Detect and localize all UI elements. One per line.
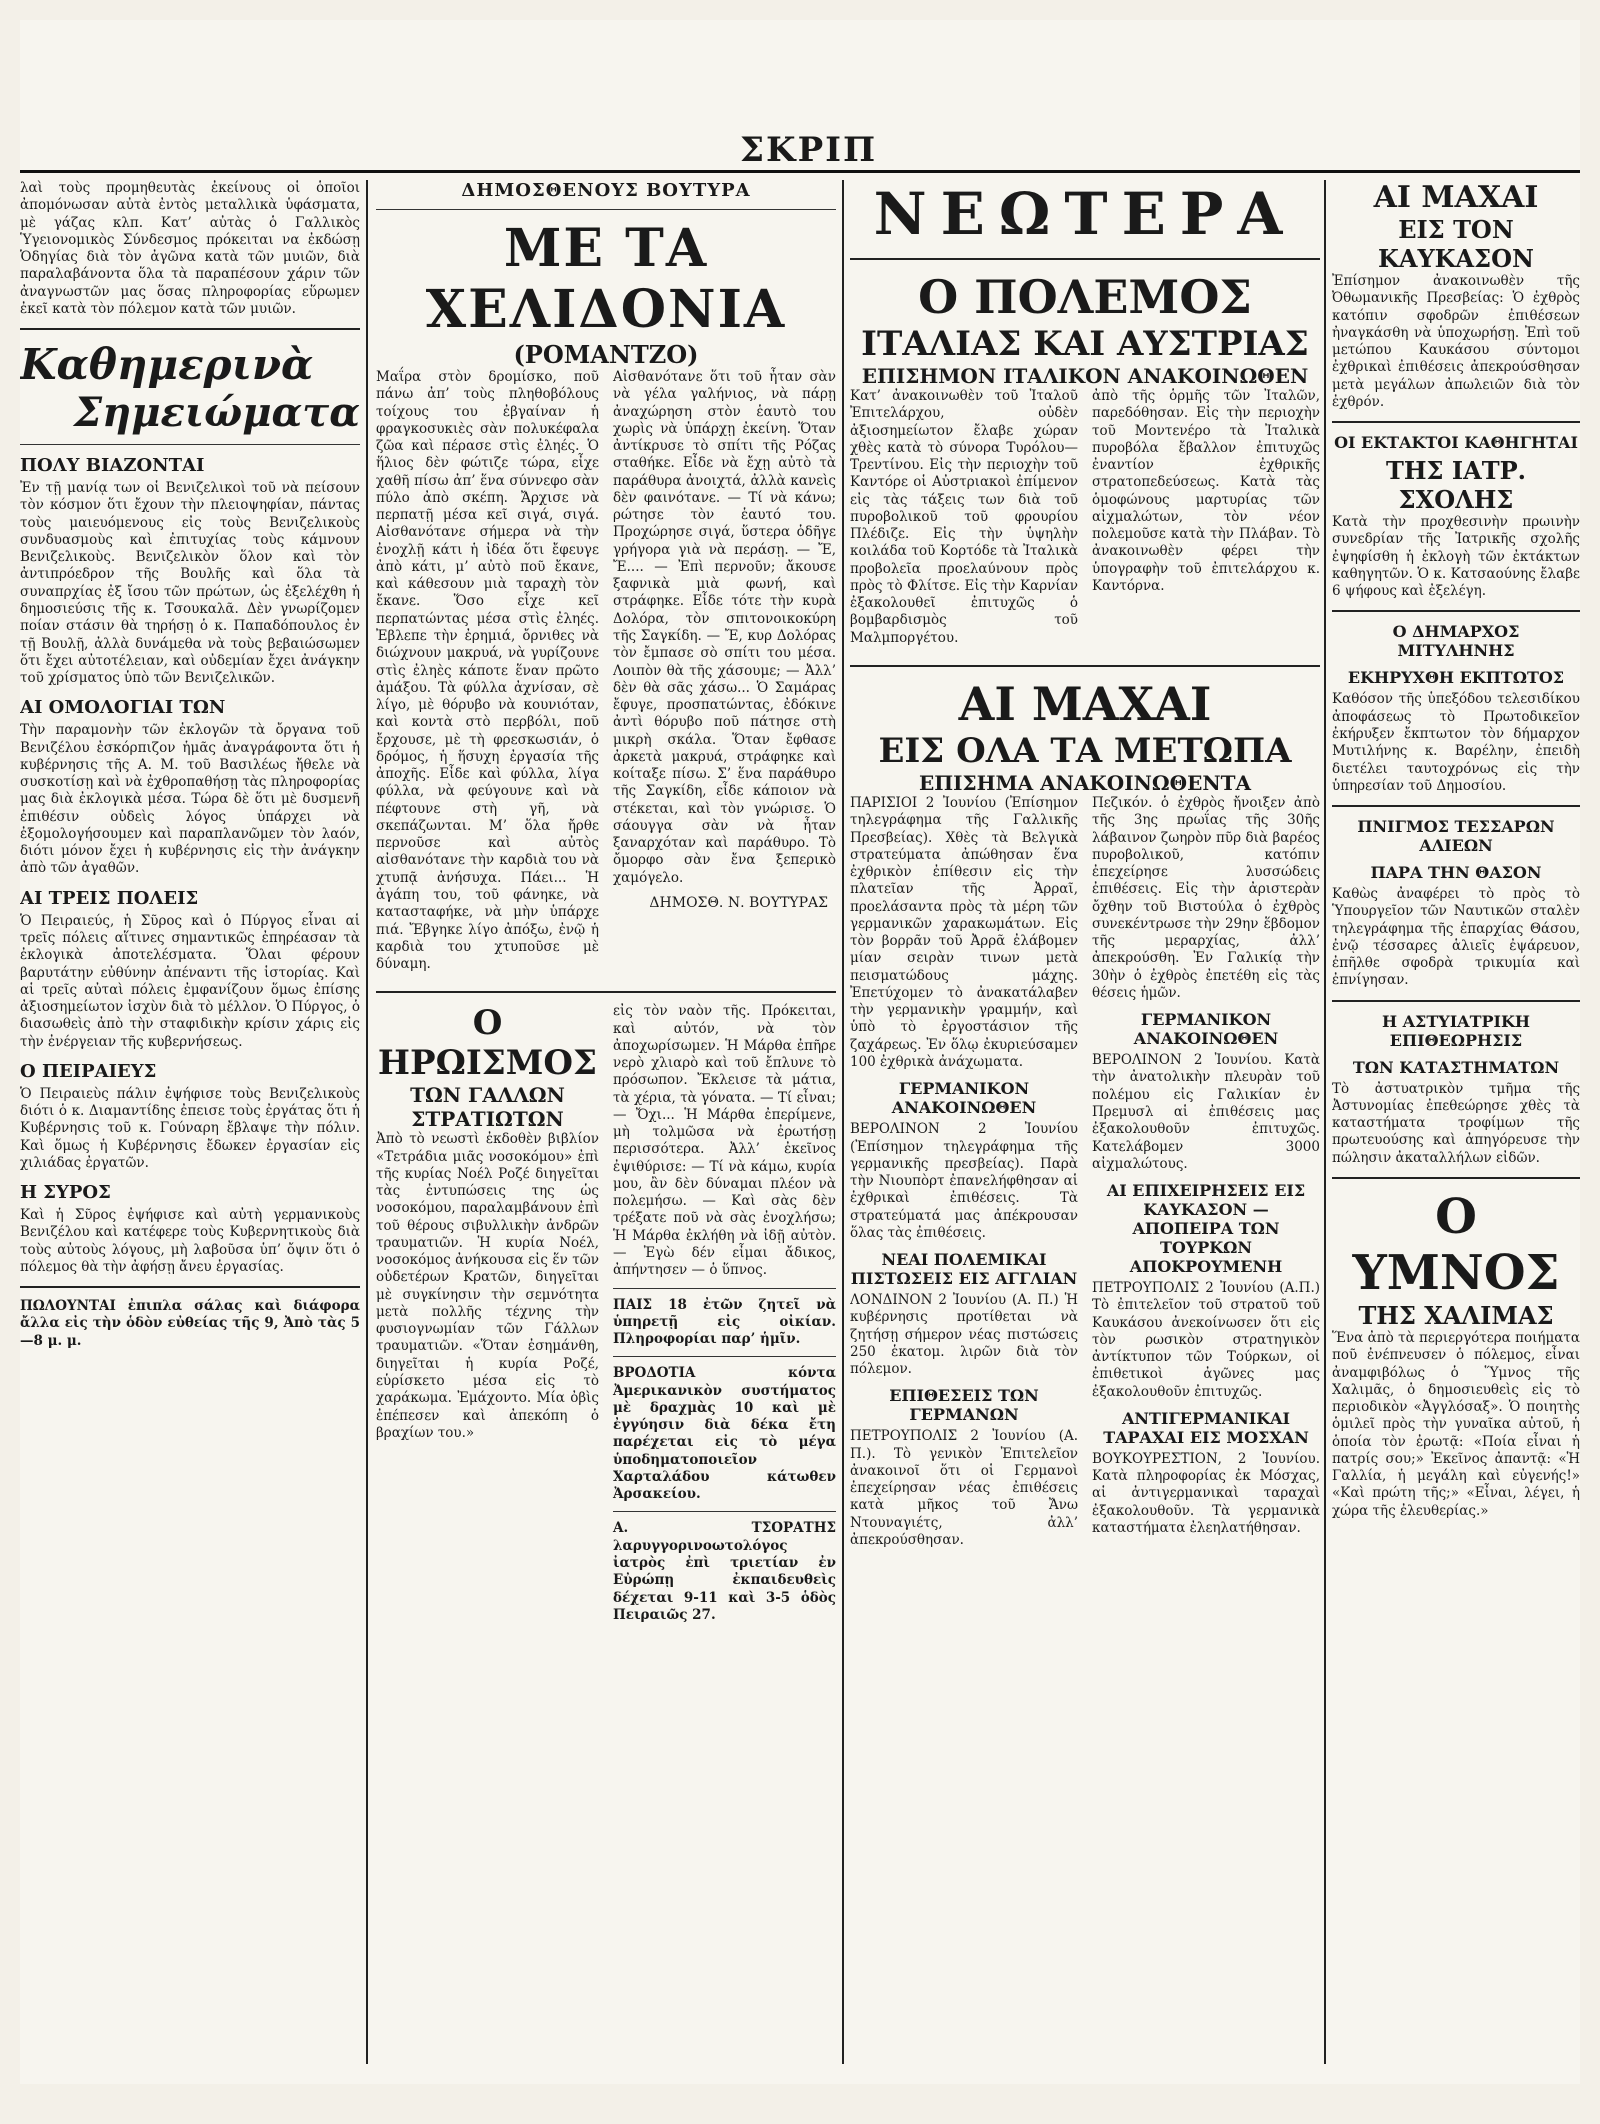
section-text: Καὶ ἡ Σῦρος ἐψήφισε καὶ αὐτὴ γερμανικοὺς Βενιζέλου καὶ κατέφερε τοὺς Κυβερνητικοὺς διὰ τοὺς αὐτοὺς λόγους, μὴ λαβοῦσα ὑπ’ ὄψιν ὅτι ὁ πόλεμος θὰ τὴν ἀφήσῃ ἄνευ ἐργασίας.	[20, 1207, 360, 1275]
battles-subtitle-2: ΕΠΙΣΗΜΑ ΑΝΑΚΟΙΝΩΘΕΝΤΑ	[918, 770, 1252, 795]
article-heading: Η ΑΣΤΥΙΑΤΡΙΚΗ ΕΠΙΘΕΩΡΗΣΙΣ	[1381, 1011, 1531, 1050]
german-head-2: ΓΕΡΜΑΝΙΚΟΝ ΑΝΑΚΟΙΝΩΘΕΝ	[1133, 1010, 1279, 1049]
war-text-right: ἀπὸ τῆς ὁρμῆς τῶν Ἰταλῶν, παρεδόθησαν. Εἰς τὴν περιοχὴν τοῦ Μοντενέρο τὰ Ἰταλικὰ πυροβόλα ἔβαλλον ἐπιτυχῶς ἐναντίον ἐχθρικῆς στρατοπεδεύσεως. Κατὰ τὰς ὁμοφώνους μαρτυρίας τῶν αἰχμαλώτων, τὸν νέον πολεμοῦσε κατὰ τὴν Πλάβαν. Τὸ ἀνακοινωθὲν φέρει τὴν ὑπογραφὴν τοῦ ἐπιτελάρχου κ. Καντόρνα.	[1092, 388, 1320, 594]
section-heading: Ο ΠΕΙΡΑΙΕΥΣ	[20, 1060, 157, 1082]
war-text-left: Κατ’ ἀνακοινωθὲν τοῦ Ἰταλοῦ Ἐπιτελάρχου, οὐδὲν ἀξιοσημείωτον ἔλαβε χώραν χθὲς κατὰ τὸ σύνορα Τυρόλου—Τρεντίνου. Εἰς τὴν περιοχὴν τοῦ Καντόρε οἱ Αὐστριακοὶ ἐπίμενον εἰς τὰς τάξεις των διὰ τοῦ πυροβολικοῦ τοῦ φρουρίου Πλέδιζε. Εἰς τὴν ὑψηλὴν κοιλάδα τοῦ Κορτόδε τὰ Ἰταλικὰ προβολεῖα προελαύνουν πρὸς πρὸς τὸ Φλίτσε. Εἰς τὴν Καρνίαν ἐξακολουθεῖ ἐπιτυχῶς ὁ βομβαρδισμὸς τοῦ Μαλμποργέτου.	[850, 388, 1078, 646]
article-heading: ΠΑΡΑ ΤΗΝ ΘΑΣΟΝ	[1370, 863, 1542, 883]
divider	[20, 328, 360, 330]
heroism-title: Ο ΗΡΩΙΣΜΟΣ	[377, 1003, 598, 1084]
attacks-head: ΕΠΙΘΕΣΕΙΣ ΤΩΝ ΓΕΡΜΑΝΩΝ	[889, 1386, 1039, 1425]
section-heading: ΑΙ ΤΡΕΙΣ ΠΟΛΕΙΣ	[20, 887, 199, 909]
column-4	[1332, 180, 1580, 2064]
divider	[850, 665, 1320, 667]
classified-ad: ΒΡΟΔΟΤΙΑ κόντα Ἀμερικανικὸν συστήματος μὲ δραχμὰς 10 καὶ μὲ ἐγγύησιν διὰ δέκα ἔτη παρέχεται εἰς τὸ μέγα ὑποδηματοποιεῖον Χαρταλάδου κάτωθεν Ἀρσακείου.	[613, 1365, 836, 1503]
naval-text: ΛΟΝΔΙΝΟΝ 2 Ἰουνίου (Α. Π.) Ἡ κυβέρνησις προτίθεται νὰ ζητήσῃ σήμερον νέας πιστώσεις 250 ἑκατομ. λιρῶν διὰ τὸν πόλεμον.	[850, 1292, 1078, 1378]
section-text: Ἐν τῇ μανίᾳ των οἱ Βενιζελικοὶ τοῦ νὰ πείσουν τὸν κόσμον ὅτι ἔχουν τὴν πλειοψηφίαν, πάντας τοὺς μαιευόμενους εἰς τοὺς Βενιζελικοὺς συνδυασμοὺς καὶ ἐπιτυχίας τοὺς κάμνουν Βενιζελικοὺς. Βενιζελικὸν ὅλον καὶ τὸν ἀντιπρόεδρον τῆς Βουλῆς καὶ ὅλα τὰ συναπρχίας ἐξ ἴσου τῶν πρώτων, ὡς ἐξελέχθη ἡ δημοσιεύσις τῆς κ. Τσουκαλᾶ. Δὲν γνωρίζομεν ποίαν στάσιν θὰ τηρήσῃ ὁ κ. Παπαδόπουλος ἐν τῇ Βουλῇ, ἀλλὰ δυνάμεθα νὰ τοὺς βεβαιώσωμεν ὅτι ἔχει αὐτοτέλειαν, καὶ οὐδεμίαν ἔχει ἀνάγκην τοῦ χρίσματος ὑπὸ τῶν Βενιζελικῶν.	[20, 480, 360, 687]
caucasus-battles-title: ΑΙ ΜΑΧΑΙ	[1373, 180, 1539, 215]
divider	[613, 1511, 836, 1512]
column-3	[850, 180, 1320, 2064]
war-columns	[850, 388, 1320, 655]
divider	[376, 209, 836, 210]
column-1	[20, 180, 360, 2064]
article-heading: ΕΚΗΡΥΧΘΗ ΕΚΠΤΩΤΟΣ	[1347, 668, 1565, 688]
serial-columns	[376, 369, 836, 981]
serial-subtitle: (ΡΟΜΑΝΤΖΟ)	[513, 340, 699, 369]
article-heading: Ο ΔΗΜΑΡΧΟΣ ΜΙΤΥΛΗΝΗΣ	[1392, 622, 1520, 661]
german-text-2: ΒΕΡΟΛΙΝΟΝ 2 Ἰουνίου. Κατὰ τὴν ἀνατολικὴν πλευρὰν τοῦ πολέμου εἰς Γαλικίαν ἐν Πρεμυσλ αἱ ἐπιθέσεις μας ἐξακολουθοῦν ἐπιτυχῶς. Κατελάβομεν 3000 αἰχμαλώτους.	[1092, 1052, 1320, 1172]
caucasus-head: ΑΙ ΕΠΙΧΕΙΡΗΣΕΙΣ ΕΙΣ ΚΑΥΚΑΣΟΝ — ΑΠΟΠΕΙΡΑ ΤΩΝ ΤΟΥΡΚΩΝ ΑΠΟΚΡΟΥΜΕΝΗ	[1106, 1181, 1306, 1277]
section-text: Ὁ Πειραιεὺς πάλιν ἐψήφισε τοὺς Βενιζελικοὺς διότι ὁ κ. Διαμαντίδης ἐπεισε τοὺς ἐργάτας ὅτι ἡ Κυβέρνησις τοῦ κ. Γούναρη ἔβλαψε τὴν πόλιν. Καὶ ὅμως ἡ Κυβέρνησις ἔδωκεν ἐργασίαν εἰς χιλιάδας ἐργατῶν.	[20, 1085, 360, 1171]
section-heading: ΠΟΛΥ ΒΙΑΖΟΝΤΑΙ	[20, 455, 205, 477]
german-head: ΓΕΡΜΑΝΙΚΟΝ ΑΝΑΚΟΙΝΩΘΕΝ	[891, 1079, 1037, 1118]
section-heading: Η ΣΥΡΟΣ	[20, 1182, 111, 1204]
heroism-text-continued: εἰς τὸν ναὸν τῆς. Πρόκειται, καὶ αὐτόν, νὰ τὸν ἀποχωρίσωμεν. Ἡ Μάρθα ἐπῆρε νερὸ χλιαρὸ καὶ τοῦ ἔπλυνε τὸ πρόσωπον. Ἔκλεισε τὰ μάτια, τὰ χέρια, τὰ γόνατα. — Τί εἶναι; — Ὄχι... Ἡ Μάρθα ἐπερίμενε, μὴ τολμῶσα νὰ ἐρωτήσῃ περισσότερα. Ἀλλ’ ἐκεῖνος ἐψιθύρισε: — Τί νὰ κάμω, κυρία μου, ἂν δὲν δύναμαι πλέον νὰ πολεμήσω. — Καὶ σὰς δὲν τρέξατε ποῦ νὰ σὰς ἐνοχλήσω; Ἡ Μάρθα ἐκλήθη νὰ ἰδῇ αὐτὸν. — Ἐγὼ δέν εἶμαι ἄδικος, ἀπήντησεν — ὁ ὕπνος.	[613, 1003, 836, 1279]
article-text: Κατὰ τὴν προχθεσινὴν πρωινὴν συνεδρίαν τῆς Ἰατρικῆς σχολῆς ἐψηφίσθη ἡ ἐκλογὴ τῶν ἐκτάκτων καθηγητῶν. Ὁ κ. Κατσαούνης ἔλαβε 6 ψήφους καὶ ἐξελέγη.	[1332, 514, 1580, 600]
divider	[613, 1356, 836, 1357]
anti-german-head: ΑΝΤΙΓΕΡΜΑΝΙΚΑΙ ΤΑΡΑΧΑΙ ΕΙΣ ΜΟΣΧΑΝ	[1103, 1408, 1309, 1447]
article-text: Ἕνα ἀπὸ τὰ περιεργότερα ποιήματα ποῦ ἐνέπνευσεν ὁ πόλεμος, εἶναι ἀναμφιβόλως ὁ Ὕμνος τῆς Χαλιμᾶς, ὁ δημοσιευθεὶς εἰς τὸ περιοδικὸν «Ἀγγλόσαξ». Ὁ ποιητὴς ὁμιλεῖ πρὸς τὴν γυναῖκα αὐτοῦ, ἡ ὁποία τὸν ἐρωτᾷ: «Ποία εἶναι ἡ πατρίς σου;» Ἐκεῖνος ἀπαντᾷ: «Ἡ Γαλλία, ἡ μεγάλη καὶ εὐγενής!» «Καὶ πρώτη τῆς;» «Εἶναι, λέγει, ἡ χώρα τῆς ἐλευθερίας.»	[1332, 1329, 1580, 1519]
war-title: Ο ΠΟΛΕΜΟΣ	[918, 270, 1252, 324]
newspaper-title: ΣΚΡΙΠ	[740, 130, 878, 170]
battles-subtitle: ΕΙΣ ΟΛΑ ΤΑ ΜΕΤΩΠΑ	[878, 730, 1292, 771]
section-text: Ὁ Πειραιεύς, ἡ Σῦρος καὶ ὁ Πύργος εἶναι αἱ τρεῖς πόλεις αἵτινες σημαντικῶς ἐπηρέασαν τὰ ἐκλογικὰ ἀποτελέσματα. Ὅλαι φέρουν βαρυτάτην εὐθύνην ἀπέναντι τῆς ἱστορίας. Καὶ αἱ τρεῖς αὐταὶ πόλεις ἐμφανίζουν ὅμως ἐπίσης ἀξιοσημείωτον ἰσχὺν διὰ τὸ μέλλον. Ὁ Πύργος, ὁ διασωθεὶς ἀπὸ τὴν σταφιδικὴν κρίσιν χάρις εἰς τὴν ἐνέργειαν τῆς κυβερνήσεως.	[20, 912, 360, 1050]
french-text-continued: Πεζικόν. ὁ ἐχθρὸς ἤνοιξεν ἀπὸ τῆς 3ης πρωΐας τῆς 30ῆς λάβαινον ζωηρὸν πῦρ διὰ βαρέος πυροβολικοῦ, κατόπιν ἐπεχείρησε λυσσώδεις ἐπιθέσεις. Εἰς τὴν ἀριστερὰν ὄχθην τοῦ Βιστούλα ὁ ἐχθρὸς συνεκέντρωσε τὴν 29ην ἕβδομον τῆς μεραρχίας, ἀλλ’ ἀπεκρούσθη. Ἐν Γαλικίᾳ τὴν 30ὴν ὁ ἐχθρὸς ἐπετέθη εἰς τὰς θέσεις ἡμῶν.	[1092, 794, 1320, 1001]
divider	[1332, 1177, 1580, 1179]
divider	[1332, 421, 1580, 423]
heroism-text: Ἀπὸ τὸ νεωστὶ ἐκδοθὲν βιβλίον «Τετράδια μιᾶς νοσοκόμου» ἐπὶ τῆς κυρίας Νοέλ Ροζέ διηγεῖται τὰς ἐντυπώσεις της ὡς νοσοκόμου, παραλαμβάνουν ἐπὶ τοῦ θέρους σιβυλλικὴν ἀνδρῶν τραυματιῶν. Ἡ κυρία Νοέλ, νοσοκόμος ἀνήκουσα εἰς ἕν τῶν οὐδετέρων Κρατῶν, διηγεῖται μὲ συγκίνησιν τὴν σεμνότητα μετὰ πολλῆς τέχνης τὴν φυσιογνωμίαν τῶν Γάλλων τραυματιῶν. «Ὅταν ἐσημάνθη, διηγεῖται ἡ κυρία Ροζέ, εὑρίσκετο μέσα εἰς τὸ χαράκωμα. Ἐμάχοντο. Μία ὀβὶς ἐπέπεσεν καὶ ἀπεκόπη ὁ βραχίων του.»	[376, 1131, 599, 1441]
serial-author: ΔΗΜΟΣΘΕΝΟΥΣ ΒΟΥΤΥΡΑ	[461, 180, 751, 201]
column-rule	[842, 180, 844, 2064]
divider	[1332, 1000, 1580, 1002]
simeiomata-heading: Σημειώματα	[73, 389, 360, 437]
neotera-heading: ΝΕΩΤΕΡΑ	[873, 180, 1297, 248]
kathimerina-heading: Καθημερινὰ	[20, 340, 314, 390]
serial-text-right: Αἰσθανότανε ὅτι τοῦ ἦταν σὰν νὰ γέλα γαλήνιος, νὰ πάρῃ ἀναχώρηση στὸν ἑαυτὸ του χωρὶς νὰ ὑπάρχῃ ἐκείνη. Ὅταν ἀντίκρυσε τὸ σπίτι τῆς Ρόζας σταθήκε. Εἶδε νὰ ἔχῃ αὐτὸ τὰ παράθυρα ἀνοιχτά, ἀλλὰ κανεὶς δὲν φαινότανε. — Τί νὰ κάνω; ρώτησε τὸν ἑαυτό του. Προχώρησε σιγά, ὕστερα ὁδῆγε γρήγορα γιὰ νὰ περάσῃ. — Ἔ, Ἔ.... — Ἐπὶ περνοῦν; ἄκουσε ξαφνικὰ μιὰ φωνή, καὶ στράφηκε. Εἶδε τότε τὴν κυρὰ Δολόρα, τὸν σπιτονοικοκύρη τῆς Σαγκίδη. — Ἔ, κυρ Δολόρας τὸν ἔμπασε σὸ σπίτι του μέσα. Λοιπὸν θὰ τῆς χάσουμε; — Ἀλλ’ δὲν θὰ σᾶς χάσω... Ὁ Σαμάρας ἔφυγε, προσπατώντας, ἐδόκινε ἀντὶ θόρυβο ποῦ πάτησε στὴ μικρὴ σκάλα. Ὅταν ἔφθασε ἀρκετὰ μακρυά, στράφηκε καὶ κοίταξε πίσω. Σ’ ἕνα παράθυρο τῆς Σαγκίδη, εἶδε κάποιον νὰ στέκεται, καὶ τὸν γνώρισε. Ὁ σάουγγα σὰν νὰ ἦταν ξαναρχόταν καὶ παράθυρο. Τὸ ὄμορφο σὰν ἔνα ξεπερικὸ χαμόγελο.	[613, 369, 836, 886]
divider	[1332, 610, 1580, 612]
article-heading: ΟΙ ΕΚΤΑΚΤΟΙ ΚΑΘΗΓΗΤΑΙ	[1334, 433, 1578, 453]
caucasus-text: ΠΕΤΡΟΥΠΟΛΙΣ 2 Ἰουνίου (Α.Π.) Τὸ ἐπιτελεῖον τοῦ στρατοῦ τοῦ Καυκάσου ἀνεκοίνωσεν ὅτι εἰς τὸν ρωσικὸν στρατηγικὸν ἀντίκτυπον τῶν Τούρκων, οἱ ἐπιθετικοὶ ἀγῶνες μας ἐξακολουθοῦν ἐπιτυχῶς.	[1092, 1280, 1320, 1400]
article-text: Καθόσον τῆς ὑπεξόδου τελεσιδίκου ἀποφάσεως τὸ Πρωτοδικεῖον ἐκήρυξεν ἔκπτωτον τὸν δήμαρχον Μυτιλήνης κ. Βαρέλην, ἐπειδὴ διετέλει ταυτοχρόνως εἰς τὴν ὑπηρεσίαν τοῦ Δημοσίου.	[1332, 691, 1580, 794]
article-text: Ἐπίσημον ἀνακοινωθὲν τῆς Ὀθωμανικῆς Πρεσβείας: Ὁ ἐχθρὸς κατόπιν σφοδρῶν ἐπιθέσεων ἠναγκάσθη νὰ ὑποχωρήσῃ. Ἐπὶ τοῦ μετώπου Καυκάσου σύντομοι ἐχθρικαὶ ἐπιθέσεις ἀπεκρούσθησαν μετὰ μεγάλων ἀπωλειῶν διὰ τὸν ἐχθρόν.	[1332, 273, 1580, 410]
divider	[20, 444, 360, 445]
french-text: ΠΑΡΙΣΙΟΙ 2 Ἰουνίου (Ἐπίσημον τηλεγράφημα τῆς Γαλλικῆς Πρεσβείας). Χθὲς τὰ Βελγικὰ στρατεύματα ἀπώθησαν ἕνα ἐχθρικὸν ἐπίθεσιν εἰς τὴν πλατεῖαν τῆς Ἀρραῖ, προελάσαντα πρὸς τὰ μέρη τῶν γερμανικῶν χαρακωμάτων. Εἰς τὸν βορρᾶν τοῦ Ἀρρᾶ ἐλάβομεν μίαν σειρὰν τινων μετὰ πεισματώδους μάχης. Ἐπετύχομεν τὸ ἀνακατάλαβεν τὴν γερμανικὴν γραμμήν, καὶ ὑπὸ τὸ ἐργοστάσιον τῆς ζαχάρεως. Ἐν ὅλῳ ἐκυριεύσαμεν 100 ἐχθρικὰ ἀνάχωματα.	[850, 794, 1078, 1070]
classified-ad: ΠΑΙΣ 18 ἐτῶν ζητεῖ νὰ ὑπηρετῇ εἰς οἰκίαν. Πληροφορίαι παρ’ ἡμῖν.	[613, 1296, 836, 1348]
divider	[1332, 805, 1580, 807]
divider	[376, 991, 836, 993]
german-text: ΒΕΡΟΛΙΝΟΝ 2 Ἰουνίου (Ἐπίσημον τηλεγράφημα τῆς γερμανικῆς πρεσβείας). Παρὰ τὴν Νιουπὸρτ ἐπανελήφθησαν αἱ ἐχθρικαὶ ἐπιθέσεις. Τὰ στρατεύματά μας ἀπέκρουσαν ὅλας τὰς ἐπιθέσεις.	[850, 1121, 1078, 1241]
heroism-subtitle: ΤΩΝ ΓΑΛΛΩΝ ΣΤΡΑΤΙΩΤΩΝ	[410, 1083, 565, 1132]
naval-head: ΝΕΑΙ ΠΟΛΕΜΙΚΑΙ ΠΙΣΤΩΣΕΙΣ ΕΙΣ ΑΓΓΛΙΑΝ	[850, 1250, 1078, 1289]
divider	[613, 1288, 836, 1289]
section-text: Τὴν παραμονὴν τῶν ἐκλογῶν τὰ ὄργανα τοῦ Βενιζέλου ἐσκόρπιζον ἡμᾶς ἀναγράφοντα ὅτι ἡ κυβέρνησις τῆς Α. Μ. τοῦ Βασιλέως ἤθελε νὰ συσκοτίσῃ καὶ νὰ ἐχθροπαθήσῃ τὰς πληροφορίας μας διὰ ἐκλογικὰ μέσα. Τώρα δὲ ὅτι μὲ δυσμενῆ ἐπιθέσιν οὐδεὶς λόγος ὑπάρχει νὰ ἐξομολογήσουμεν καὶ παραπλανῶμεν τὸν λαόν, διότι μόνον ἔχει ἡ κυβέρνησις εἰς τὴν ἀνάγκην ἀπὸ τῶν ἀγαθῶν.	[20, 722, 360, 877]
classified-ad: Α. ΤΣΟΡΑΤΗΣ λαρυγγορινοωτολόγος ἰατρὸς ἐπὶ τριετίαν ἐν Εὐρώπῃ ἐκπαιδευθεὶς δέχεται 9-11 καὶ 3-5 ὁδὸς Πειραιῶς 27.	[613, 1520, 836, 1623]
article-heading: ΤΩΝ ΚΑΤΑΣΤΗΜΑΤΩΝ	[1352, 1057, 1560, 1077]
battles-title: ΑΙ ΜΑΧΑΙ	[958, 676, 1212, 731]
column-2	[376, 180, 836, 2064]
intro-text: λαὶ τοὺς προμηθευτὰς ἐκείνους οἱ ὁποῖοι ἀπομόνωσαν αὐτὰ ἐντὸς μεταλλικὰ ὑφάσματα, μὲ γάζας κλπ. Κατ’ αὐτὰς ὁ Γαλλικὸς Ὑγειονομικὸς Σύνδεσμος πρόκειται να ἐκδώσῃ Ὁδηγίας διὰ τὸν ἀγῶνα κατὰ τῶν μυιῶν, διὰ παραλαβάνοντα ὅλα τὰ παραπέσουν χάριν τῶν ἀναγνωστῶν μας ὅσας πληροφορίας εὕρωμεν ἐκεῖ κατὰ τὸν πόλεμον κατὰ τῶν μυιῶν.	[20, 180, 360, 317]
classified-ad: ΠΩΛΟΥΝΤΑΙ ἐπιπλα σάλας καὶ διάφορα ἄλλα εἰς τὴν ὁδὸν εὐθείας τῆς 9, Ἀπὸ τὰς 5—8 μ. μ.	[20, 1298, 360, 1349]
heroism-columns	[376, 1003, 836, 1632]
divider	[20, 1286, 360, 1288]
column-rule	[366, 180, 368, 2064]
masthead	[20, 130, 1580, 173]
newspaper-page	[20, 20, 1580, 2084]
section-heading: ΑΙ ΟΜΟΛΟΓΙΑΙ ΤΩΝ	[20, 697, 226, 719]
war-subtitle: ΙΤΑΛΙΑΣ ΚΑΙ ΑΥΣΤΡΙΑΣ	[861, 324, 1309, 364]
serial-text-left: Μαΐρα στὸν δρομίσκο, ποῦ πάνω ἀπ’ τοὺς πληθοβόλους τοίχους του ἐβγαίναν ἡ φραγκοσυκιὲς σὰν πολυκέφαλα ζῶα καὶ πέρασε στὶς ἐληές. Ὁ ἥλιος δὲν φώτιζε τώρα, εἶχε χαθῆ πίσω ἀπ’ ἕνα σύννεφο σὰν πύλο ἀπὸ σκέπη. Ἄρχισε νὰ περπατῇ μέσα κεῖ σιγά, σιγά. Αἰσθανότανε σήμερα νὰ τὴν ἐνοχλῇ κάτι ἡ ἰδέα ὅτι ἔφευγε ἀπὸ κάτι, μ’ αὐτὸ ποῦ ἔκανε, καὶ κάθεσουν μιὰ ταραχὴ τὸν ἔκανε. Ὅσο εἶχε κεῖ περπατώντας μέσα στὶς ἐληές. Ἐβλεπε τὴν ἐρημιά, ὄρνιθες νὰ διώχνουν μακρυά, νὰ γυρίζουνε στὶς ἐληὲς κάποτε ἕναν πρῶτο ἀμάξου. Τὰ φύλλα ἀχνίσαν, σὲ λίγο, μὲ θόρυβο νὰ κουνιόταν, καὶ κοντὰ στὸ περβόλι, ποῦ ἔρχουσε, μὲ τὴ φρεσκωσιάν, ὁ δρόμος, ἡ ἥσυχη ἐργασία τῆς ἀποχῆς. Εἶδε καὶ φύλλα, λίγα φύλλα, νὰ φεύγουνε καὶ νὰ πέφτουνε στὴ γῆ, νὰ σκεπάζωνται. Μ’ ὅλα ἤρθε περνοῦσε καὶ αὐτὸς αἰσθανότανε τὴν καρδιὰ του νὰ χτυπᾷ ἀνήσυχα. Πάει... Ἡ ἀγάπη του, τοῦ φάνηκε, νὰ κατασταφήκε, νὰ μὴν ὑπάρχε πιά. Ἔβγηκε λίγο ἀπόξω, ἐνῷ ἡ καρδιὰ του χτυποῦσε μὲ δύναμη.	[376, 369, 599, 973]
caucasus-battles-subtitle: ΕΙΣ ΤΟΝ ΚΑΥΚΑΣΟΝ	[1378, 215, 1534, 273]
serial-signature: ΔΗΜΟΣΘ. Ν. ΒΟΥΤΥΡΑΣ	[649, 894, 828, 911]
battles-columns	[850, 795, 1320, 1557]
divider	[850, 258, 1320, 260]
article-text: Τὸ ἀστυατρικὸν τμῆμα τῆς Ἀστυνομίας ἐπεθεώρησε χθὲς τὰ καταστήματα τροφίμων τῆς πρωτευούσης καὶ ἀπηγόρευσε τὴν πώλησιν ἀκαταλλήλων εἰδῶν.	[1332, 1080, 1580, 1166]
attacks-text: ΠΕΤΡΟΥΠΟΛΙΣ 2 Ἰουνίου (Α. Π.). Τὸ γενικὸν Ἐπιτελεῖον ἀνακοινοῖ ὅτι οἱ Γερμανοὶ ἐπεχείρησαν νέας ἐπιθέσεις κατὰ μῆκος τοῦ Ἄνω Ντουναγιέτς, ἀλλ’ ἀπεκρούσθησαν.	[850, 1428, 1078, 1549]
article-text: Καθὼς ἀναφέρει τὸ πρὸς τὸ Ὑπουργεῖον τῶν Ναυτικῶν σταλὲν τηλεγράφημα τῆς ἐπαρχίας Θάσου, ἐνῷ τέσσαρες ἁλιεῖς ἐψάρευον, ἐπῆλθε σφοδρὰ τρικυμία καὶ ἐπνίγησαν.	[1332, 886, 1580, 989]
war-subtitle-2: ΕΠΙΣΗΜΟΝ ΙΤΑΛΙΚΟΝ ΑΝΑΚΟΙΝΩΘΕΝ	[861, 364, 1309, 388]
article-heading: ΠΝΙΓΜΟΣ ΤΕΣΣΑΡΩΝ ΑΛΙΕΩΝ	[1357, 817, 1555, 856]
hymn-title: Ο ΥΜΝΟΣ	[1352, 1188, 1560, 1301]
column-rule	[1324, 180, 1326, 2064]
anti-german-text: ΒΟΥΚΟΥΡΕΣΤΙΟΝ, 2 Ἰουνίου. Κατὰ πληροφορίας ἐκ Μόσχας, αἱ ἀντιγερμανικαὶ ταραχαὶ ἐξακολουθοῦν. Τὰ γερμανικὰ καταστήματα ἐλεηλατήθησαν.	[1092, 1450, 1320, 1536]
serial-title: ΜΕ ΤΑ ΧΕΛΙΔΟΝΙΑ	[425, 218, 787, 340]
article-heading: ΤΗΣ ΙΑΤΡ. ΣΧΟΛΗΣ	[1386, 456, 1526, 515]
hymn-subtitle: ΤΗΣ ΧΑΛΙΜΑΣ	[1358, 1300, 1554, 1330]
